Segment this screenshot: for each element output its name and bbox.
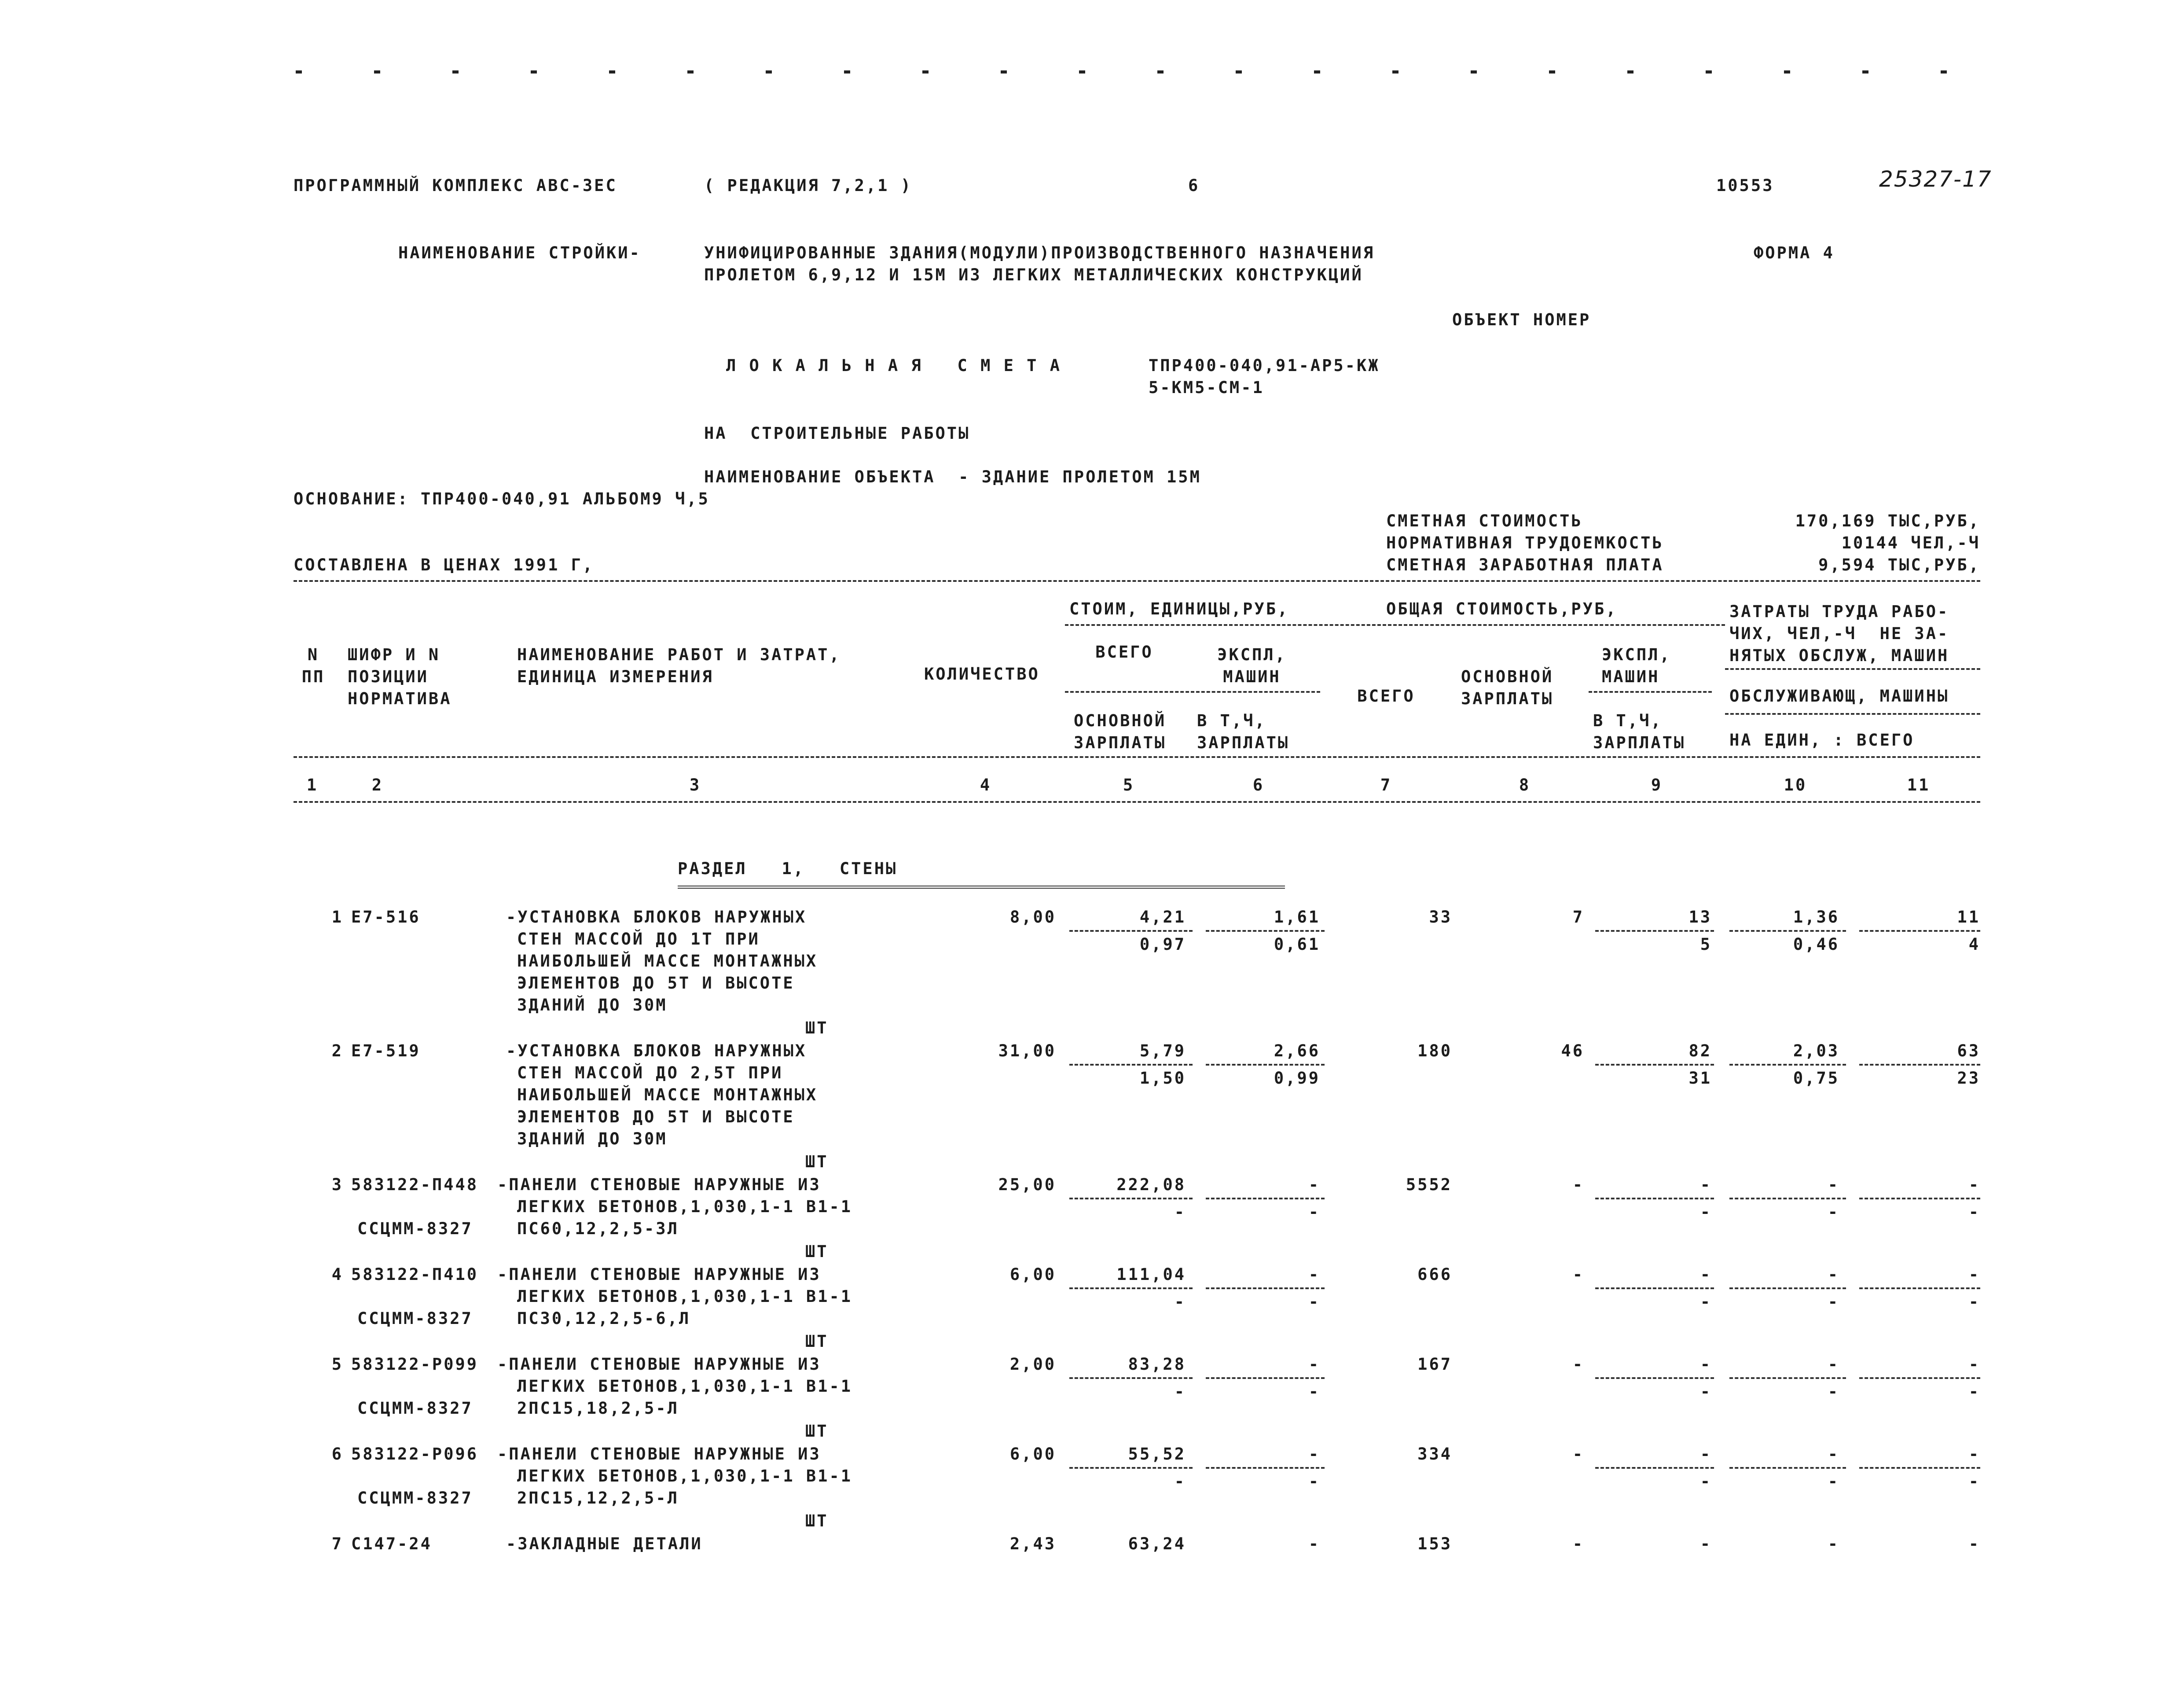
row-main-wages: 46: [1561, 1041, 1584, 1060]
header-rule-labor-2: [1725, 713, 1980, 715]
row-labor-per-unit-service: 0,46: [1793, 935, 1839, 954]
perforation-mark: [844, 70, 850, 74]
row-unit: ШТ: [805, 1511, 829, 1530]
header-rule-total: [1065, 624, 1725, 626]
construction-name-line2: ПРОЛЕТОМ 6,9,12 И 15М ИЗ ЛЕГКИХ МЕТАЛЛИЧЕСКИХ КОНСТРУКЦИЙ: [704, 265, 1363, 284]
column-number-1: 1: [306, 776, 319, 794]
perforation-mark: [531, 70, 537, 74]
document-code: 10553: [1716, 176, 1774, 195]
header-col-5-total: ВСЕГО: [1095, 643, 1153, 662]
row-number: 7: [331, 1534, 343, 1553]
row-description-line: ЛЕГКИХ БЕТОНОВ,1,030,1-1 В1-1: [517, 1467, 853, 1485]
row-quantity: 31,00: [998, 1041, 1056, 1060]
row-description-line: -ЗАКЛАДНЫЕ ДЕТАЛИ: [506, 1534, 703, 1553]
row-description-line: 2ПС15,12,2,5-Л: [517, 1489, 679, 1507]
section-underline: [678, 886, 1285, 889]
row-split-rule: [1729, 1198, 1846, 1199]
row-description-line: ЗДАНИЙ ДО 30М: [517, 996, 668, 1015]
row-total: 33: [1429, 908, 1452, 927]
perforation-mark: [1706, 70, 1712, 74]
row-description-line: ЛЕГКИХ БЕТОНОВ,1,030,1-1 В1-1: [517, 1287, 853, 1306]
row-labor-per-unit: -: [1828, 1355, 1839, 1374]
row-quantity: 6,00: [1009, 1265, 1056, 1284]
object-name: НАИМЕНОВАНИЕ ОБЪЕКТА - ЗДАНИЕ ПРОЛЕТОМ 15М: [704, 467, 1201, 486]
program-edition: ( РЕДАКЦИЯ 7,2,1 ): [704, 176, 912, 195]
row-main-wages: -: [1572, 1355, 1584, 1374]
row-description-line: НАИБОЛЬШЕЙ МАССЕ МОНТАЖНЫХ: [517, 1085, 818, 1104]
row-labor-per-unit: -: [1828, 1265, 1839, 1284]
row-number: 1: [331, 908, 343, 927]
row-code: Е7-519: [351, 1041, 421, 1060]
row-unit-machines: 1,61: [1274, 908, 1320, 927]
row-split-rule: [1859, 1064, 1980, 1066]
row-unit-total: 4,21: [1139, 908, 1186, 927]
row-description-line: СТЕН МАССОЙ ДО 2,5Т ПРИ: [517, 1063, 783, 1082]
row-total: 180: [1417, 1041, 1452, 1060]
perforation-mark: [1549, 70, 1555, 74]
column-number-7: 7: [1380, 776, 1392, 794]
row-machines: -: [1700, 1445, 1712, 1463]
row-machines: -: [1700, 1355, 1712, 1374]
row-quantity: 6,00: [1009, 1445, 1056, 1463]
row-labor-total: -: [1968, 1175, 1980, 1194]
estimate-code-line1: ТПР400-040,91-АР5-КЖ: [1149, 356, 1380, 375]
row-unit-total: 63,24: [1128, 1534, 1186, 1553]
row-split-rule: [1206, 930, 1325, 932]
row-description-line: -ПАНЕЛИ СТЕНОВЫЕ НАРУЖНЫЕ ИЗ: [497, 1265, 821, 1284]
row-quantity: 2,43: [1009, 1534, 1056, 1553]
row-machine-wages: -: [1700, 1472, 1712, 1491]
row-main-wages: 7: [1572, 908, 1584, 927]
row-unit-total: 83,28: [1128, 1355, 1186, 1374]
row-machine-wages: -: [1700, 1202, 1712, 1221]
header-col-5-wages: ОСНОВНОЙ ЗАРПЛАТЫ: [1074, 711, 1167, 752]
perforation-mark: [1001, 70, 1007, 74]
row-code: 583122-П448: [351, 1175, 479, 1194]
construction-label: НАИМЕНОВАНИЕ СТРОЙКИ-: [398, 243, 641, 262]
perforation-mark: [766, 70, 772, 74]
row-code: 583122-П410: [351, 1265, 479, 1284]
header-col-3: НАИМЕНОВАНИЕ РАБОТ И ЗАТРАТ, ЕДИНИЦА ИЗМЕРЕНИЯ: [517, 645, 841, 686]
row-split-rule: [1859, 930, 1980, 932]
row-labor-total: 11: [1957, 908, 1980, 927]
handwritten-number: 25327-17: [1879, 166, 1992, 192]
header-unit-cost: СТОИМ, ЕДИНИЦЫ,РУБ,: [1069, 599, 1289, 618]
header-col-6-machines: ЭКСПЛ, МАШИН: [1217, 645, 1287, 686]
row-number: 4: [331, 1265, 343, 1284]
row-unit-machine-wages: 0,99: [1274, 1069, 1320, 1088]
summary-value-labor: 10144 ЧЕЛ,-Ч: [1841, 533, 1980, 552]
perforation-mark: [687, 70, 694, 74]
perforation-mark: [1314, 70, 1320, 74]
row-split-rule: [1595, 930, 1714, 932]
page-number: 6: [1188, 176, 1200, 195]
header-col-7: ВСЕГО: [1357, 687, 1415, 706]
row-labor-total-service: -: [1968, 1472, 1980, 1491]
row-unit-machine-wages: -: [1308, 1382, 1320, 1401]
row-split-rule: [1595, 1467, 1714, 1469]
row-unit-machines: 2,66: [1274, 1041, 1320, 1060]
perforation-mark: [452, 70, 459, 74]
header-labor: ЗАТРАТЫ ТРУДА РАБО- ЧИХ, ЧЕЛ,-Ч НЕ ЗА- НЯТЫХ ОБСЛУЖ, МАШИН: [1729, 602, 1949, 665]
row-labor-per-unit: -: [1828, 1534, 1839, 1553]
perforation-mark: [1236, 70, 1242, 74]
row-unit-total: 111,04: [1116, 1265, 1186, 1284]
row-unit-total: 5,79: [1139, 1041, 1186, 1060]
row-unit-total: 55,52: [1128, 1445, 1186, 1463]
summary-label-labor: НОРМАТИВНАЯ ТРУДОЕМКОСТЬ: [1386, 533, 1664, 552]
row-unit-machines: -: [1308, 1534, 1320, 1553]
row-labor-per-unit: 1,36: [1793, 908, 1839, 927]
perforation-mark: [1471, 70, 1477, 74]
row-machines: -: [1700, 1265, 1712, 1284]
object-number-label: ОБЪЕКТ НОМЕР: [1452, 310, 1591, 329]
row-description-line: ПС30,12,2,5-6,Л: [517, 1309, 691, 1328]
column-number-6: 6: [1252, 776, 1265, 794]
row-unit-wages: -: [1174, 1382, 1186, 1401]
row-labor-total: 63: [1957, 1041, 1980, 1060]
row-split-rule: [1595, 1377, 1714, 1379]
row-description-line: -ПАНЕЛИ СТЕНОВЫЕ НАРУЖНЫЕ ИЗ: [497, 1355, 821, 1374]
row-machines: -: [1700, 1175, 1712, 1194]
column-numbers-rule: [294, 801, 1980, 803]
row-unit: ШТ: [805, 1422, 829, 1441]
row-description-line: ЭЛЕМЕНТОВ ДО 5Т И ВЫСОТЕ: [517, 1107, 795, 1126]
row-machines: 82: [1688, 1041, 1712, 1060]
row-labor-total-service: -: [1968, 1382, 1980, 1401]
row-split-rule: [1729, 1377, 1846, 1379]
header-col-8: ОСНОВНОЙ ЗАРПЛАТЫ: [1461, 667, 1554, 708]
row-quantity: 25,00: [998, 1175, 1056, 1194]
row-labor-total-service: 23: [1957, 1069, 1980, 1088]
column-number-4: 4: [980, 776, 992, 794]
perforation-mark: [1392, 70, 1398, 74]
row-split-rule: [1069, 1467, 1193, 1469]
column-number-5: 5: [1123, 776, 1135, 794]
estimate-title: Л О К А Л Ь Н А Я С М Е Т А: [726, 356, 1062, 375]
row-split-rule: [1595, 1287, 1714, 1289]
row-machines: -: [1700, 1534, 1712, 1553]
row-split-rule: [1729, 1287, 1846, 1289]
row-labor-per-unit: -: [1828, 1445, 1839, 1463]
row-machine-wages: 31: [1688, 1069, 1712, 1088]
row-split-rule: [1206, 1287, 1325, 1289]
row-split-rule: [1206, 1064, 1325, 1066]
table-top-rule: [294, 580, 1980, 582]
row-description-line: ЛЕГКИХ БЕТОНОВ,1,030,1-1 В1-1: [517, 1377, 853, 1396]
row-labor-total-service: -: [1968, 1292, 1980, 1311]
row-code: 583122-Р096: [351, 1445, 479, 1463]
prices-year: СОСТАВЛЕНА В ЦЕНАХ 1991 Г,: [294, 555, 595, 574]
summary-value-cost: 170,169 ТЫС,РУБ,: [1795, 511, 1980, 530]
row-unit: ШТ: [805, 1242, 829, 1261]
row-unit-wages: -: [1174, 1202, 1186, 1221]
row-unit-total: 222,08: [1116, 1175, 1186, 1194]
row-unit: ШТ: [805, 1018, 829, 1037]
header-col-1: N ПП: [301, 645, 325, 686]
row-description-line: -УСТАНОВКА БЛОКОВ НАРУЖНЫХ: [506, 908, 807, 927]
row-labor-per-unit-service: -: [1828, 1202, 1839, 1221]
perforation-mark: [374, 70, 380, 74]
row-unit: ШТ: [805, 1152, 829, 1171]
estimate-code-line2: 5-КМ5-СМ-1: [1149, 378, 1264, 397]
row-unit-machines: -: [1308, 1355, 1320, 1374]
row-quantity: 8,00: [1009, 908, 1056, 927]
row-split-rule: [1206, 1377, 1325, 1379]
row-unit-machine-wages: -: [1308, 1202, 1320, 1221]
row-labor-total-service: 4: [1968, 935, 1980, 954]
row-description-line: СТЕН МАССОЙ ДО 1Т ПРИ: [517, 930, 760, 949]
row-split-rule: [1859, 1198, 1980, 1199]
perforation-mark: [1941, 70, 1947, 74]
row-code: С147-24: [351, 1534, 432, 1553]
row-price-reference: ССЦММ-8327: [357, 1309, 473, 1328]
row-split-rule: [1595, 1064, 1714, 1066]
row-code: Е7-516: [351, 908, 421, 927]
row-description-line: ЛЕГКИХ БЕТОНОВ,1,030,1-1 В1-1: [517, 1197, 853, 1216]
row-split-rule: [1206, 1467, 1325, 1469]
basis: ОСНОВАНИЕ: ТПР400-040,91 АЛЬБОМ9 Ч,5: [294, 489, 710, 508]
works-type: НА СТРОИТЕЛЬНЫЕ РАБОТЫ: [704, 424, 970, 443]
row-unit-machines: -: [1308, 1445, 1320, 1463]
row-labor-per-unit-service: -: [1828, 1382, 1839, 1401]
column-number-8: 8: [1519, 776, 1531, 794]
row-split-rule: [1859, 1377, 1980, 1379]
row-main-wages: -: [1572, 1175, 1584, 1194]
row-split-rule: [1729, 1064, 1846, 1066]
row-unit-wages: 0,97: [1139, 935, 1186, 954]
row-number: 3: [331, 1175, 343, 1194]
row-machine-wages: -: [1700, 1382, 1712, 1401]
row-price-reference: ССЦММ-8327: [357, 1219, 473, 1238]
row-labor-per-unit: -: [1828, 1175, 1839, 1194]
perforation-mark: [1784, 70, 1790, 74]
row-unit-machine-wages: -: [1308, 1292, 1320, 1311]
row-labor-per-unit-service: -: [1828, 1472, 1839, 1491]
row-labor-total: -: [1968, 1445, 1980, 1463]
row-split-rule: [1206, 1198, 1325, 1199]
header-col-10-11: НА ЕДИН, : ВСЕГО: [1729, 731, 1915, 750]
header-rule-labor: [1725, 668, 1980, 670]
row-split-rule: [1729, 930, 1846, 932]
row-split-rule: [1595, 1198, 1714, 1199]
row-labor-per-unit-service: 0,75: [1793, 1069, 1839, 1088]
header-bottom-rule: [294, 756, 1980, 758]
column-number-2: 2: [371, 776, 384, 794]
row-unit: ШТ: [805, 1332, 829, 1351]
row-unit-wages: -: [1174, 1292, 1186, 1311]
header-col-2: ШИФР И N ПОЗИЦИИ НОРМАТИВА: [348, 645, 452, 708]
row-price-reference: ССЦММ-8327: [357, 1489, 473, 1507]
row-number: 5: [331, 1355, 343, 1374]
row-description-line: ЭЛЕМЕНТОВ ДО 5Т И ВЫСОТЕ: [517, 974, 795, 993]
row-description-line: -УСТАНОВКА БЛОКОВ НАРУЖНЫХ: [506, 1041, 807, 1060]
row-price-reference: ССЦММ-8327: [357, 1399, 473, 1418]
header-col-10: ОБСЛУЖИВАЮЩ, МАШИНЫ: [1729, 687, 1949, 706]
column-number-10: 10: [1784, 776, 1807, 794]
row-labor-per-unit-service: -: [1828, 1292, 1839, 1311]
row-description-line: 2ПС15,18,2,5-Л: [517, 1399, 679, 1418]
perforation-mark: [1862, 70, 1868, 74]
header-rule-unit: [1065, 691, 1320, 693]
perforation-mark: [296, 70, 302, 74]
perforation-mark: [922, 70, 929, 74]
column-number-11: 11: [1907, 776, 1931, 794]
row-labor-total: -: [1968, 1355, 1980, 1374]
summary-label-cost: СМЕТНАЯ СТОИМОСТЬ: [1386, 511, 1583, 530]
column-number-9: 9: [1651, 776, 1663, 794]
row-description-line: -ПАНЕЛИ СТЕНОВЫЕ НАРУЖНЫЕ ИЗ: [497, 1175, 821, 1194]
summary-value-wages: 9,594 ТЫС,РУБ,: [1818, 555, 1980, 574]
row-number: 2: [331, 1041, 343, 1060]
row-unit-machine-wages: -: [1308, 1472, 1320, 1491]
row-machine-wages: -: [1700, 1292, 1712, 1311]
row-number: 6: [331, 1445, 343, 1463]
row-split-rule: [1069, 1064, 1193, 1066]
row-total: 334: [1417, 1445, 1452, 1463]
header-col-9-wages: В Т,Ч, ЗАРПЛАТЫ: [1593, 711, 1686, 752]
perforation-mark: [1079, 70, 1085, 74]
construction-name-line1: УНИФИЦИРОВАННЫЕ ЗДАНИЯ(МОДУЛИ)ПРОИЗВОДСТВЕННОГО НАЗНАЧЕНИЯ: [704, 243, 1375, 262]
row-total: 666: [1417, 1265, 1452, 1284]
row-machines: 13: [1688, 908, 1712, 927]
row-description-line: ПС60,12,2,5-3Л: [517, 1219, 679, 1238]
section-title: РАЗДЕЛ 1, СТЕНЫ: [678, 859, 898, 878]
row-total: 153: [1417, 1534, 1452, 1553]
row-split-rule: [1069, 1287, 1193, 1289]
program-name: ПРОГРАММНЫЙ КОМПЛЕКС АВС-3ЕС: [294, 176, 617, 195]
row-split-rule: [1069, 930, 1193, 932]
row-total: 167: [1417, 1355, 1452, 1374]
row-main-wages: -: [1572, 1445, 1584, 1463]
row-main-wages: -: [1572, 1534, 1584, 1553]
header-col-9: ЭКСПЛ, МАШИН: [1602, 645, 1671, 686]
perforation-mark: [1157, 70, 1164, 74]
header-rule-machines: [1589, 691, 1712, 693]
row-unit-machines: -: [1308, 1265, 1320, 1284]
row-unit-wages: -: [1174, 1472, 1186, 1491]
row-split-rule: [1069, 1198, 1193, 1199]
row-unit-wages: 1,50: [1139, 1069, 1186, 1088]
row-split-rule: [1859, 1467, 1980, 1469]
row-unit-machine-wages: 0,61: [1274, 935, 1320, 954]
row-labor-per-unit: 2,03: [1793, 1041, 1839, 1060]
header-col-4: КОЛИЧЕСТВО: [924, 665, 1040, 684]
form-number: ФОРМА 4: [1754, 243, 1835, 262]
row-description-line: ЗДАНИЙ ДО 30М: [517, 1129, 668, 1148]
row-labor-total-service: -: [1968, 1202, 1980, 1221]
row-split-rule: [1859, 1287, 1980, 1289]
perforation-mark: [1627, 70, 1633, 74]
header-total-cost: ОБЩАЯ СТОИМОСТЬ,РУБ,: [1386, 599, 1618, 618]
row-machine-wages: 5: [1700, 935, 1712, 954]
row-labor-total: -: [1968, 1265, 1980, 1284]
row-labor-total: -: [1968, 1534, 1980, 1553]
row-main-wages: -: [1572, 1265, 1584, 1284]
row-split-rule: [1069, 1377, 1193, 1379]
row-split-rule: [1729, 1467, 1846, 1469]
row-description-line: -ПАНЕЛИ СТЕНОВЫЕ НАРУЖНЫЕ ИЗ: [497, 1445, 821, 1463]
column-number-3: 3: [689, 776, 701, 794]
row-unit-machines: -: [1308, 1175, 1320, 1194]
perforation-mark: [609, 70, 615, 74]
header-col-6-wages: В Т,Ч, ЗАРПЛАТЫ: [1197, 711, 1290, 752]
row-code: 583122-Р099: [351, 1355, 479, 1374]
summary-label-wages: СМЕТНАЯ ЗАРАБОТНАЯ ПЛАТА: [1386, 555, 1664, 574]
row-description-line: НАИБОЛЬШЕЙ МАССЕ МОНТАЖНЫХ: [517, 952, 818, 971]
row-total: 5552: [1406, 1175, 1452, 1194]
row-quantity: 2,00: [1009, 1355, 1056, 1374]
